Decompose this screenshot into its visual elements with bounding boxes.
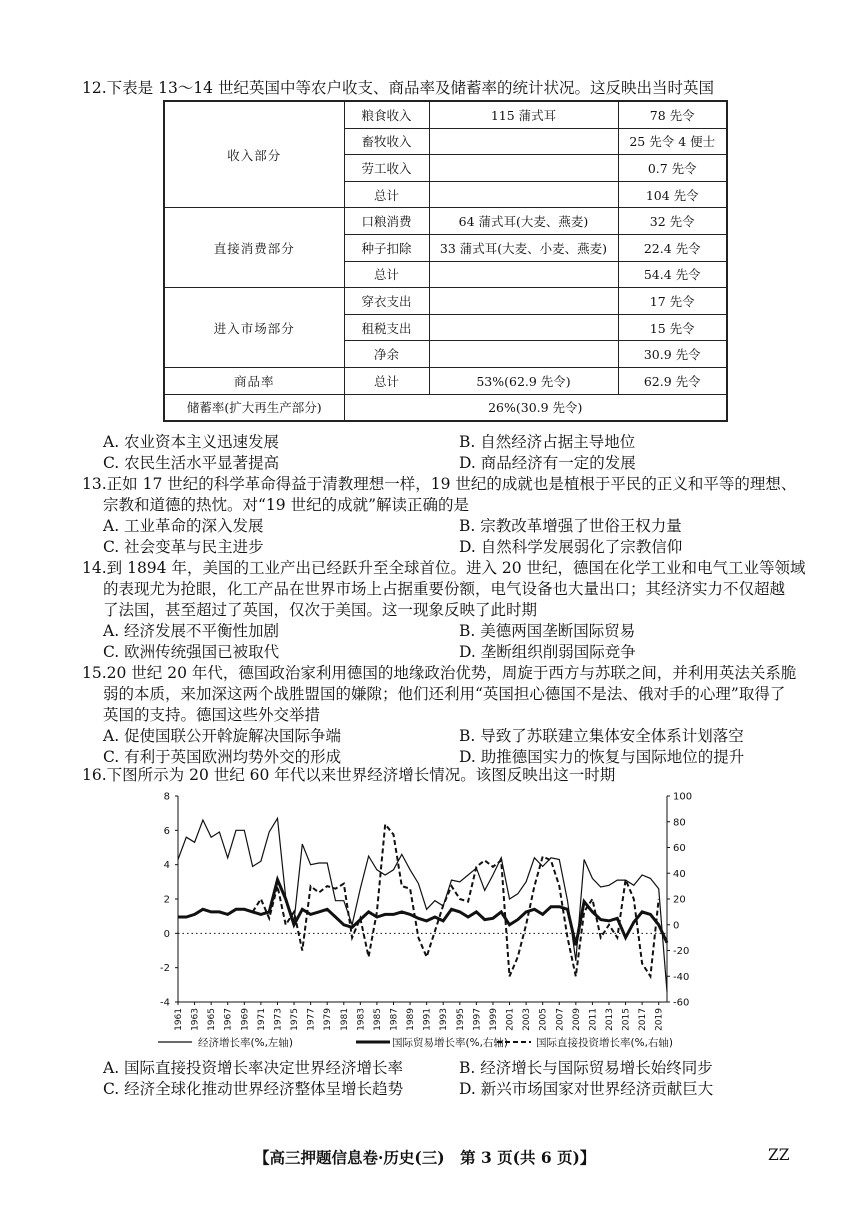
x-axis-tick-label: 1981 xyxy=(339,1008,350,1031)
x-axis-tick-label: 2013 xyxy=(604,1008,615,1031)
x-axis-tick-label: 1965 xyxy=(207,1008,218,1031)
table-cell: 30.9 先令 xyxy=(618,341,727,368)
x-axis-tick-label: 1973 xyxy=(273,1008,284,1031)
legend-label-1: 经济增长率(%,左轴) xyxy=(198,1037,294,1049)
x-axis-tick-label: 2017 xyxy=(638,1008,649,1031)
table-cell: 53%(62.9 先令) xyxy=(429,367,618,394)
q14-option-c[interactable]: C. 欧洲传统强国已被取代 xyxy=(103,643,280,661)
x-axis-tick-label: 1999 xyxy=(488,1008,499,1031)
table-cell: 26%(30.9 先令) xyxy=(344,394,727,421)
table-cell: 总计 xyxy=(344,261,429,288)
q12-option-a[interactable]: A. 农业资本主义迅速发展 xyxy=(103,433,280,451)
x-axis-tick-label: 1979 xyxy=(323,1008,334,1031)
x-axis-tick-label: 2003 xyxy=(522,1008,533,1031)
table-cell: 粮食收入 xyxy=(344,101,429,128)
left-axis-tick-label: 6 xyxy=(163,825,170,837)
x-axis-tick-label: 1969 xyxy=(240,1008,251,1031)
q12-option-b[interactable]: B. 自然经济占据主导地位 xyxy=(459,433,636,451)
x-axis-tick-label: 1977 xyxy=(306,1008,317,1031)
left-axis-tick-label: -4 xyxy=(160,997,170,1009)
table-cell xyxy=(429,155,618,182)
table-cell: 租税支出 xyxy=(344,314,429,341)
q16-option-a[interactable]: A. 国际直接投资增长率决定世界经济增长率 xyxy=(103,1059,404,1077)
legend-label-2: 国际贸易增长率(%,右轴) xyxy=(392,1037,509,1049)
table-cell: 总计 xyxy=(344,181,429,208)
x-axis-tick-label: 2015 xyxy=(621,1008,632,1031)
market-group-label: 进入市场部分 xyxy=(164,288,344,368)
table-cell: 畜牧收入 xyxy=(344,128,429,155)
q15-option-a[interactable]: A. 促使国联公开斡旋解决国际争端 xyxy=(103,727,342,745)
q12-stat-table xyxy=(163,100,728,422)
x-axis-tick-label: 2007 xyxy=(555,1008,566,1031)
x-axis-tick-label: 2009 xyxy=(571,1008,582,1031)
x-axis-tick-label: 1987 xyxy=(389,1008,400,1031)
right-axis-tick-label: -20 xyxy=(673,946,690,957)
x-axis-tick-label: 1995 xyxy=(455,1008,466,1031)
table-cell xyxy=(429,128,618,155)
x-axis-tick-label: 1983 xyxy=(356,1008,367,1031)
table-cell: 劳工收入 xyxy=(344,155,429,182)
q14-stem-line-2: 的表现尤为抢眼，化工产品在世界市场上占据重要份额，电气设备也大量出口；其经济实力不仅超越 xyxy=(103,580,786,598)
right-axis-tick-label: 60 xyxy=(673,843,686,854)
series-line-2 xyxy=(178,880,667,946)
table-cell: 穿衣支出 xyxy=(344,288,429,315)
x-axis-tick-label: 2011 xyxy=(588,1008,599,1031)
table-cell: 种子扣除 xyxy=(344,234,429,261)
q13-option-c[interactable]: C. 社会变革与民主进步 xyxy=(103,538,264,556)
q14-option-d[interactable]: D. 垄断组织削弱国际竞争 xyxy=(459,643,636,661)
table-cell: 25 先令 4 便士 xyxy=(618,128,727,155)
table-cell xyxy=(429,314,618,341)
q13-option-b[interactable]: B. 宗教改革增强了世俗王权力量 xyxy=(459,517,682,535)
q15-stem-line-2: 弱的本质，来加深这两个战胜盟国的嫌隙；他们还利用“英国担心德国不是法、俄对手的心理”取得了 xyxy=(103,685,786,703)
x-axis-tick-label: 2019 xyxy=(654,1008,665,1031)
table-cell: 17 先令 xyxy=(618,288,727,315)
q15-stem-line-3: 英国的支持。德国这些外交举措 xyxy=(103,706,321,724)
right-axis-tick-label: 80 xyxy=(673,817,686,829)
x-axis-tick-label: 1975 xyxy=(290,1008,301,1031)
q15-stem-line-1: 15.20 世纪 20 年代，德国政治家利用德国的地缘政治优势，周旋于西方与苏联之间，并利用英法关系脆 xyxy=(82,664,797,682)
q15-option-b[interactable]: B. 导致了苏联建立集体安全体系计划落空 xyxy=(459,727,744,745)
footer-code: ZZ xyxy=(768,1146,790,1164)
q15-option-c[interactable]: C. 有利于英国欧洲均势外交的形成 xyxy=(103,748,342,766)
legend-label-3: 国际直接投资增长率(%,右轴) xyxy=(536,1037,674,1049)
commodity-group-label: 商品率 xyxy=(164,367,344,394)
x-axis-tick-label: 1989 xyxy=(406,1008,417,1031)
q16-option-c[interactable]: C. 经济全球化推动世界经济整体呈增长趋势 xyxy=(103,1080,404,1098)
right-axis-tick-label: -60 xyxy=(673,997,690,1009)
table-cell xyxy=(429,288,618,315)
footer-page-info: 【高三押题信息卷·历史(三) 第 3 页(共 6 页)】 xyxy=(254,1148,596,1167)
right-axis-tick-label: -40 xyxy=(673,971,690,983)
table-cell: 54.4 先令 xyxy=(618,261,727,288)
left-axis-tick-label: 8 xyxy=(163,791,170,803)
q13-stem-line-1: 13.正如 17 世纪的科学革命得益于清教理想一样，19 世纪的成就也是植根于平民的正义和平等的理想、 xyxy=(82,475,797,493)
q14-option-a[interactable]: A. 经济发展不平衡性加剧 xyxy=(103,622,280,640)
right-axis-tick-label: 40 xyxy=(673,868,686,880)
table-cell: 总计 xyxy=(344,367,429,394)
left-axis-tick-label: 4 xyxy=(163,860,170,872)
x-axis-tick-label: 1985 xyxy=(372,1008,383,1031)
left-axis-tick-label: -2 xyxy=(160,963,170,975)
right-axis-tick-label: 20 xyxy=(673,894,686,906)
x-axis-tick-label: 1963 xyxy=(190,1008,201,1031)
table-cell: 32 先令 xyxy=(618,208,727,235)
table-cell: 22.4 先令 xyxy=(618,234,727,261)
q12-option-d[interactable]: D. 商品经济有一定的发展 xyxy=(459,454,636,472)
table-cell: 62.9 先令 xyxy=(618,367,727,394)
q13-stem-line-2: 宗教和道德的热忱。对“19 世纪的成就”解读正确的是 xyxy=(103,496,469,514)
table-cell: 104 先令 xyxy=(618,181,727,208)
left-axis-tick-label: 0 xyxy=(163,928,170,940)
q16-option-b[interactable]: B. 经济增长与国际贸易增长始终同步 xyxy=(459,1059,713,1077)
series-line-3 xyxy=(253,824,659,976)
consumption-group-label: 直接消费部分 xyxy=(164,208,344,288)
income-group-label: 收入部分 xyxy=(164,101,344,208)
right-axis-tick-label: 100 xyxy=(673,791,693,803)
table-cell: 78 先令 xyxy=(618,101,727,128)
q16-stem: 16.下图所示为 20 世纪 60 年代以来世界经济增长情况。该图反映出这一时期 xyxy=(82,766,616,784)
q15-option-d[interactable]: D. 助推德国实力的恢复与国际地位的提升 xyxy=(459,748,745,766)
q14-stem-line-3: 了法国，甚至超过了英国，仅次于美国。这一现象反映了此时期 xyxy=(103,601,538,619)
table-cell: 115 蒲式耳 xyxy=(429,101,618,128)
table-cell: 净余 xyxy=(344,341,429,368)
x-axis-tick-label: 1967 xyxy=(223,1008,234,1031)
x-axis-tick-label: 1971 xyxy=(256,1008,267,1031)
table-cell: 0.7 先令 xyxy=(618,155,727,182)
x-axis-tick-label: 1993 xyxy=(439,1008,450,1031)
q12-option-c[interactable]: C. 农民生活水平显著提高 xyxy=(103,454,280,472)
table-cell: 64 蒲式耳(大麦、燕麦) xyxy=(429,208,618,235)
table-cell: 口粮消费 xyxy=(344,208,429,235)
table-cell: 15 先令 xyxy=(618,314,727,341)
x-axis-tick-label: 2005 xyxy=(538,1008,549,1031)
q13-option-d[interactable]: D. 自然科学发展弱化了宗教信仰 xyxy=(459,538,683,556)
savings-group-label: 储蓄率(扩大再生产部分) xyxy=(164,394,344,421)
table-cell xyxy=(429,261,618,288)
world-economy-growth-chart xyxy=(150,780,710,1058)
x-axis-tick-label: 2001 xyxy=(505,1008,516,1031)
q16-option-d[interactable]: D. 新兴市场国家对世界经济贡献巨大 xyxy=(459,1080,714,1098)
table-cell xyxy=(429,181,618,208)
right-axis-tick-label: 0 xyxy=(673,920,680,932)
q14-stem-line-1: 14.到 1894 年，美国的工业产出已经跃升至全球首位。进入 20 世纪，德国在化学工业和电气工业等领域 xyxy=(82,559,806,577)
x-axis-tick-label: 1997 xyxy=(472,1008,483,1031)
q14-option-b[interactable]: B. 美德两国垄断国际贸易 xyxy=(459,622,636,640)
table-cell: 33 蒲式耳(大麦、小麦、燕麦) xyxy=(429,234,618,261)
left-axis-tick-label: 2 xyxy=(163,894,170,906)
q12-stem: 12.下表是 13～14 世纪英国中等农户收支、商品率及储蓄率的统计状况。这反映出当时英国 xyxy=(82,79,714,97)
q13-option-a[interactable]: A. 工业革命的深入发展 xyxy=(103,517,264,535)
x-axis-tick-label: 1991 xyxy=(422,1008,433,1031)
table-cell xyxy=(429,341,618,368)
x-axis-tick-label: 1961 xyxy=(174,1008,184,1031)
